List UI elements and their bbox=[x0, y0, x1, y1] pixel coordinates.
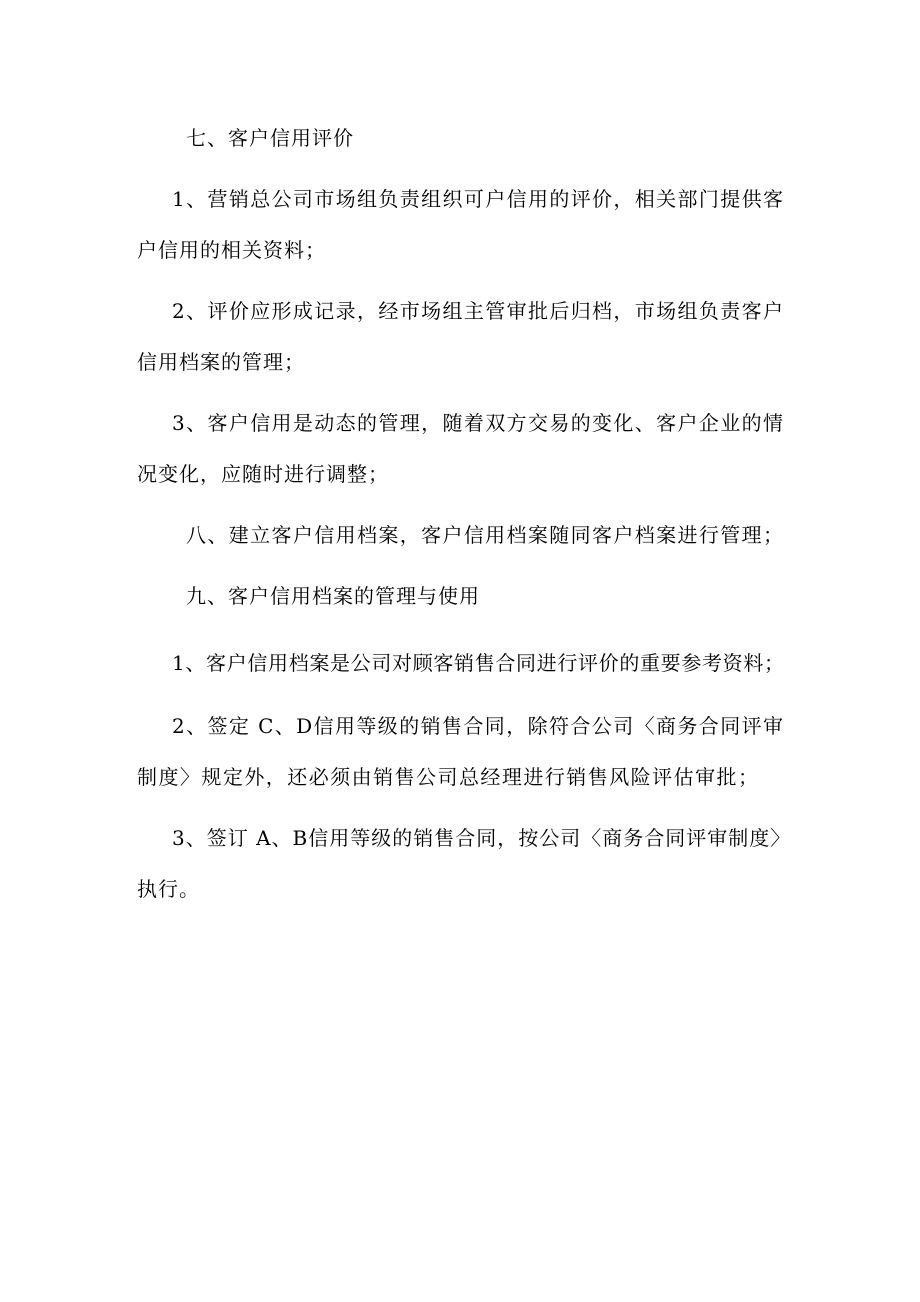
paragraph-7-2-line-1: 2、评价应形成记录，经市场组主管审批后归档，市场组负责客户 bbox=[172, 299, 784, 323]
section-heading-7: 七、客户信用评价 bbox=[186, 126, 354, 150]
paragraph-9-3-line-2: 执行。 bbox=[137, 877, 200, 901]
paragraph-9-2-line-1: 2、签定 C、D信用等级的销售合同，除符合公司〈商务合同评审 bbox=[172, 714, 784, 738]
paragraph-7-2-line-2: 信用档案的管理； bbox=[137, 350, 305, 374]
paragraph-7-3-line-1: 3、客户信用是动态的管理，随着双方交易的变化、客户企业的情 bbox=[172, 411, 784, 435]
paragraph-9-3-line-1: 3、签订 A、B信用等级的销售合同，按公司〈商务合同评审制度〉 bbox=[172, 826, 792, 850]
section-heading-9: 九、客户信用档案的管理与使用 bbox=[186, 584, 480, 608]
paragraph-7-1-line-2: 户信用的相关资料； bbox=[137, 238, 326, 262]
paragraph-9-1-line-1: 1、客户信用档案是公司对顾客销售合同进行评价的重要参考资料； bbox=[172, 651, 784, 675]
paragraph-7-3-line-2: 况变化，应随时进行调整； bbox=[137, 462, 389, 486]
paragraph-7-1-line-1: 1、营销总公司市场组负责组织可户信用的评价，相关部门提供客 bbox=[172, 187, 784, 211]
section-heading-8: 八、建立客户信用档案，客户信用档案随同客户档案进行管理； bbox=[186, 523, 784, 547]
paragraph-9-2-line-2: 制度〉规定外，还必须由销售公司总经理进行销售风险评估审批； bbox=[137, 765, 759, 789]
